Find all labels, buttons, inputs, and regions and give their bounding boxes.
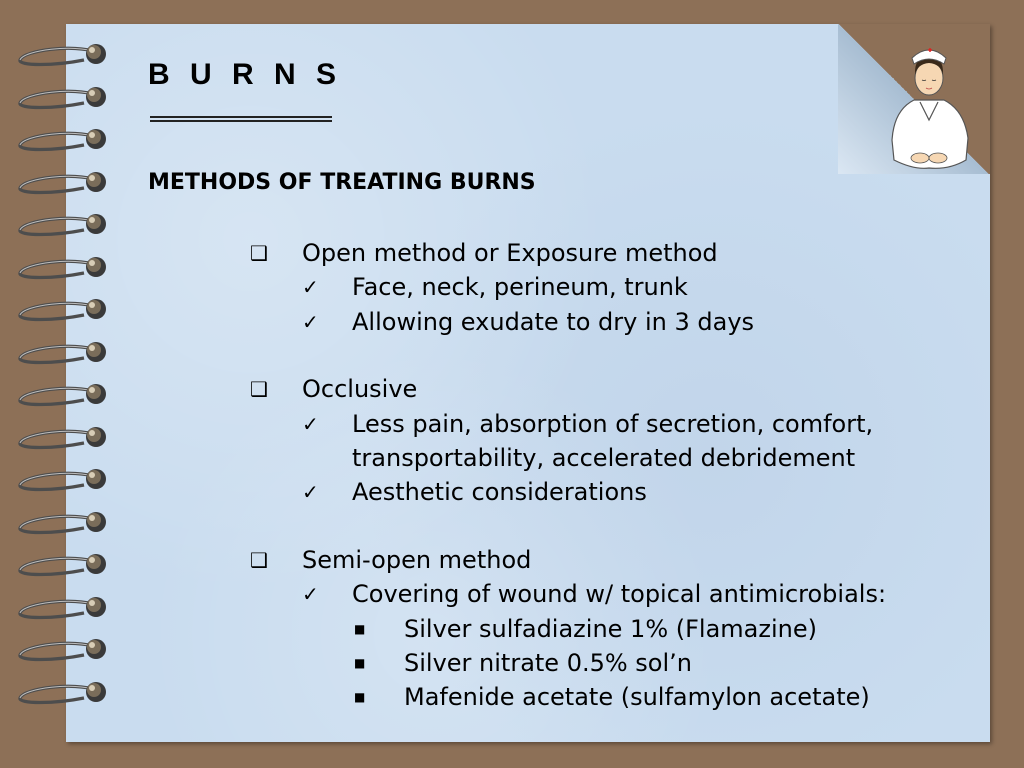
slide-title: B U R N S [148, 58, 343, 91]
method-point-continued: transportability, accelerated debridement [352, 444, 856, 472]
spiral-ring-icon [14, 253, 110, 283]
agent-item: Silver sulfadiazine 1% (Flamazine) [404, 615, 817, 643]
method-label: Open method or Exposure method [302, 239, 718, 267]
checkmark-icon: ✓ [302, 480, 319, 504]
small-square-icon: ■ [354, 622, 366, 636]
small-square-icon: ■ [354, 690, 366, 704]
spiral-ring-icon [14, 423, 110, 453]
spiral-ring-icon [14, 338, 110, 368]
spiral-ring-icon [14, 168, 110, 198]
small-square-icon: ■ [354, 656, 366, 670]
method-point: Allowing exudate to dry in 3 days [352, 308, 755, 336]
method-label: Occlusive [302, 375, 418, 403]
method-point: Aesthetic considerations [352, 478, 647, 506]
spiral-ring-icon [14, 40, 110, 70]
method-label: Semi-open method [302, 546, 532, 574]
spiral-ring-icon [14, 210, 110, 240]
checkbox-square-icon: ❑ [250, 548, 268, 572]
spiral-ring-icon [14, 593, 110, 623]
checkbox-square-icon: ❑ [250, 241, 268, 265]
slide-subtitle: METHODS OF TREATING BURNS [148, 170, 536, 195]
checkbox-square-icon: ❑ [250, 377, 268, 401]
spiral-ring-icon [14, 465, 110, 495]
spiral-ring-icon [14, 508, 110, 538]
checkmark-icon: ✓ [302, 310, 319, 334]
spiral-ring-icon [14, 678, 110, 708]
nurse-illustration [884, 30, 974, 180]
agent-item: Mafenide acetate (sulfamylon acetate) [404, 683, 870, 711]
checkmark-icon: ✓ [302, 275, 319, 299]
checkmark-icon: ✓ [302, 412, 319, 436]
spiral-ring-icon [14, 295, 110, 325]
spiral-ring-icon [14, 380, 110, 410]
spiral-ring-icon [14, 83, 110, 113]
method-point: Less pain, absorption of secretion, comfort, [352, 410, 874, 438]
spiral-ring-icon [14, 125, 110, 155]
spiral-ring-icon [14, 550, 110, 580]
agent-item: Silver nitrate 0.5% sol’n [404, 649, 692, 677]
checkmark-icon: ✓ [302, 582, 319, 606]
spiral-ring-icon [14, 635, 110, 665]
method-point: Covering of wound w/ topical antimicrobials: [352, 580, 887, 608]
method-point: Face, neck, perineum, trunk [352, 273, 688, 301]
title-underline [150, 116, 332, 122]
